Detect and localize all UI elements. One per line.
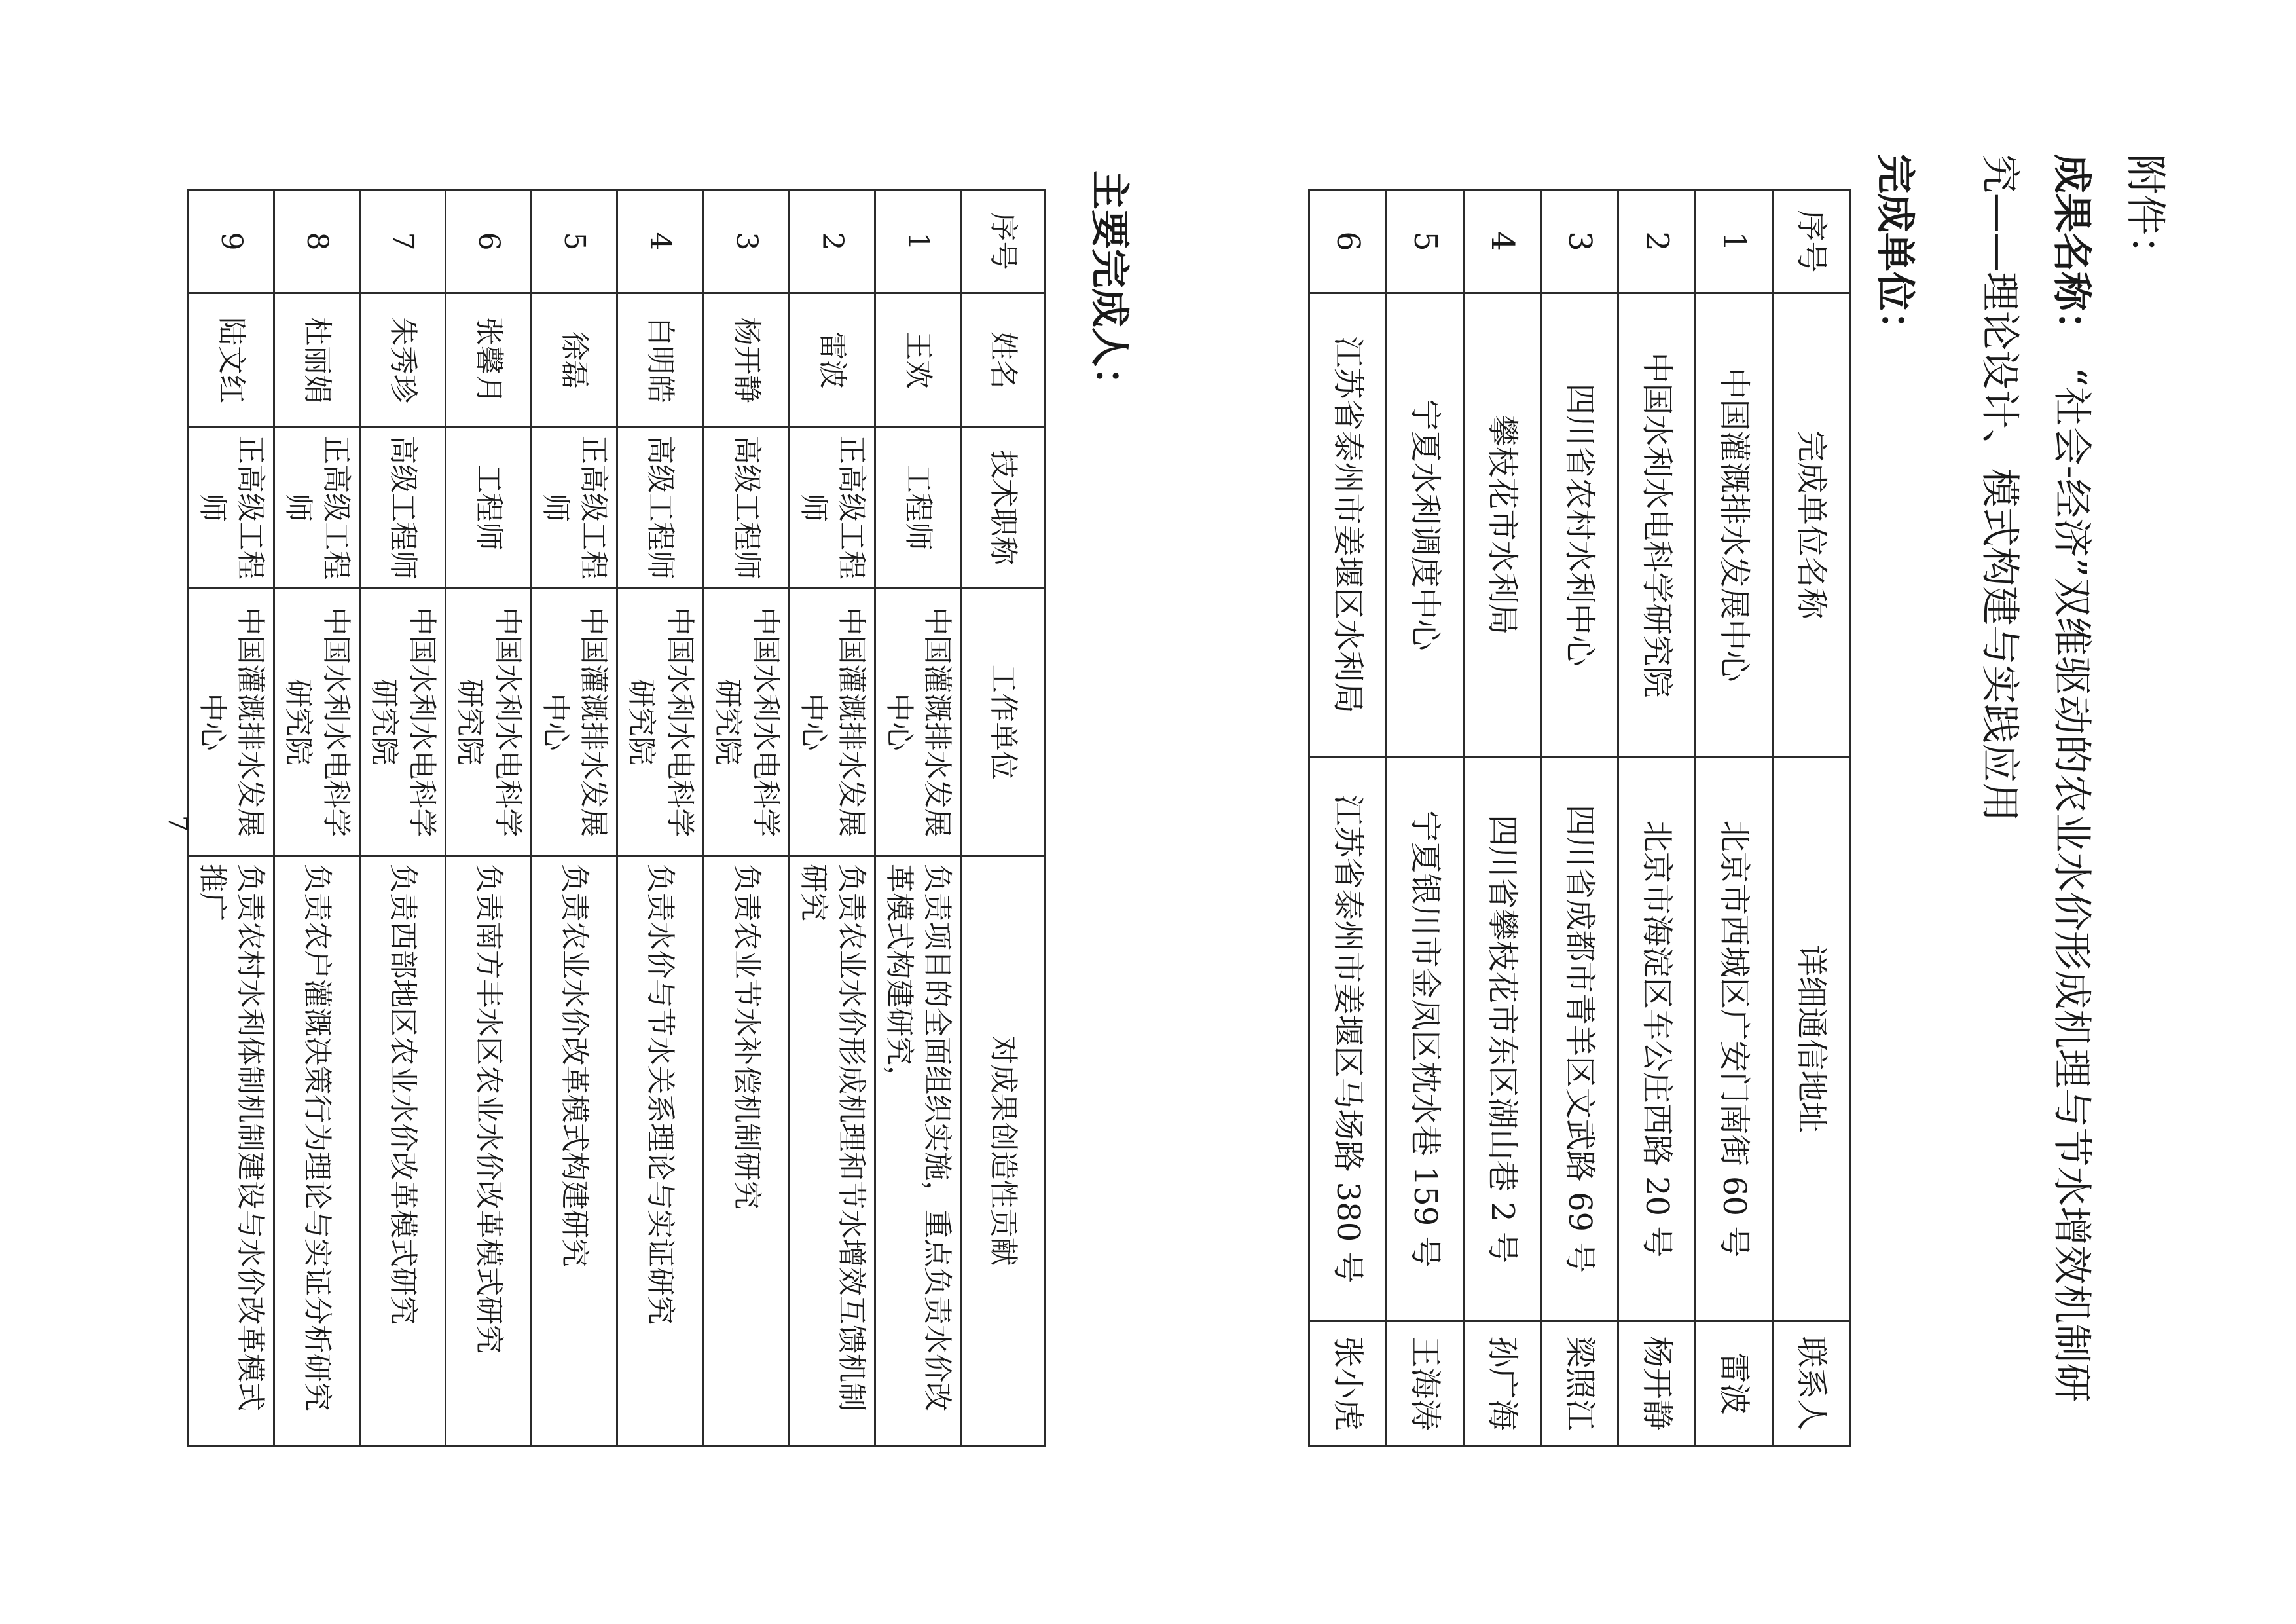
person-contribution: 负责农业节水补偿机制研究: [703, 857, 789, 1446]
table-row: [446, 190, 532, 1446]
person-name: 雷波: [789, 293, 875, 428]
unit-contact: 张小虎: [1309, 1321, 1387, 1446]
people-col-title: 技术职称: [961, 428, 1045, 588]
table-row: [274, 190, 359, 1446]
unit-contact: 杨开静: [1618, 1321, 1696, 1446]
unit-name: 攀枝花市水利局: [1464, 293, 1541, 757]
person-name: 张馨月: [446, 293, 532, 428]
table-row: [703, 190, 789, 1446]
person-no: 3: [703, 190, 789, 293]
unit-address: 四川省攀枝花市东区湖山巷 2 号: [1464, 757, 1541, 1321]
units-table: [1308, 189, 1851, 1447]
person-name: 徐磊: [532, 293, 617, 428]
person-name: 王欢: [875, 293, 960, 428]
page-number: 7: [162, 815, 192, 832]
unit-name: 宁夏水利调度中心: [1387, 293, 1464, 757]
unit-name: 四川省农村水利中心: [1541, 293, 1618, 757]
people-table-header: [961, 190, 1045, 1446]
person-no: 5: [532, 190, 617, 293]
person-no: 1: [875, 190, 960, 293]
table-row: [359, 190, 445, 1446]
unit-name: 中国水利水电科学研究院: [1618, 293, 1696, 757]
unit-address: 四川省成都市青羊区文武路 69 号: [1541, 757, 1618, 1321]
person-contribution: 负责农业水价改革模式构建研究: [532, 857, 617, 1446]
person-name: 白明皓: [617, 293, 703, 428]
people-col-contribution: 对成果创造性贡献: [961, 857, 1045, 1446]
person-no: 8: [274, 190, 359, 293]
person-unit: 中国水利水电科学研究院: [703, 588, 789, 857]
unit-no: 2: [1618, 190, 1696, 293]
table-row: [1541, 190, 1618, 1446]
person-title: 正高级工程师: [532, 428, 617, 588]
attachment-label: 附件：: [2122, 154, 2170, 276]
unit-no: 1: [1696, 190, 1773, 293]
person-title: 正高级工程师: [188, 428, 274, 588]
unit-address: 宁夏银川市金凤区枕水巷 159 号: [1387, 757, 1464, 1321]
person-unit: 中国灌溉排水发展中心: [875, 588, 960, 857]
units-table-header: [1773, 190, 1850, 1446]
unit-contact: 雷波: [1696, 1321, 1773, 1446]
achievement-name-label: 成果名称：: [2049, 154, 2094, 350]
person-contribution: 负责西部地区农业水价改革模式研究: [359, 857, 445, 1446]
person-no: 7: [359, 190, 445, 293]
person-contribution: 负责水价与节水关系理论与实证研究: [617, 857, 703, 1446]
person-no: 6: [446, 190, 532, 293]
unit-contact: 孙广海: [1464, 1321, 1541, 1446]
person-title: 正高级工程师: [274, 428, 359, 588]
table-row: [789, 190, 875, 1446]
person-title: 高级工程师: [359, 428, 445, 588]
person-name: 陆文红: [188, 293, 274, 428]
unit-address: 北京市海淀区车公庄西路 20 号: [1618, 757, 1696, 1321]
person-title: 工程师: [875, 428, 960, 588]
table-row: [875, 190, 960, 1446]
unit-contact: 王海涛: [1387, 1321, 1464, 1446]
units-col-name: 完成单位名称: [1773, 293, 1850, 757]
achievement-name-line1: “社会-经济”双维驱动的农业水价形成机理与节水增效机制研: [2049, 367, 2094, 1403]
unit-address: 江苏省泰州市姜堰区马场路 380 号: [1309, 757, 1387, 1321]
unit-address: 北京市西城区广安门南街 60 号: [1696, 757, 1773, 1321]
table-row: [1618, 190, 1696, 1446]
people-col-unit: 工作单位: [961, 588, 1045, 857]
person-unit: 中国水利水电科学研究院: [446, 588, 532, 857]
table-row: [1387, 190, 1464, 1446]
person-title: 高级工程师: [703, 428, 789, 588]
units-col-contact: 联系人: [1773, 1321, 1850, 1446]
people-col-name: 姓名: [961, 293, 1045, 428]
person-title: 正高级工程师: [789, 428, 875, 588]
person-unit: 中国灌溉排水发展中心: [532, 588, 617, 857]
person-contribution: 负责农户灌溉决策行为理论与实证分析研究: [274, 857, 359, 1446]
people-table: [187, 189, 1046, 1447]
person-contribution: 负责农业水价形成机理和节水增效互馈机制研究: [789, 857, 875, 1446]
people-col-no: 序号: [961, 190, 1045, 293]
person-no: 2: [789, 190, 875, 293]
person-title: 工程师: [446, 428, 532, 588]
unit-contact: 梁照江: [1541, 1321, 1618, 1446]
units-col-address: 详细通信地址: [1773, 757, 1850, 1321]
table-row: [1309, 190, 1387, 1446]
people-section-title: 主要完成人：: [1086, 170, 1132, 406]
person-name: 杨开静: [703, 293, 789, 428]
person-title: 高级工程师: [617, 428, 703, 588]
unit-no: 6: [1309, 190, 1387, 293]
person-contribution: 负责农村水利体制机制建设与水价改革模式推广: [188, 857, 274, 1446]
person-name: 杜丽娟: [274, 293, 359, 428]
unit-name: 江苏省泰州市姜堰区水利局: [1309, 293, 1387, 757]
table-row: [1696, 190, 1773, 1446]
person-no: 9: [188, 190, 274, 293]
person-unit: 中国灌溉排水发展中心: [188, 588, 274, 857]
person-contribution: 负责南方丰水区农业水价改革模式研究: [446, 857, 532, 1446]
person-unit: 中国水利水电科学研究院: [274, 588, 359, 857]
unit-no: 3: [1541, 190, 1618, 293]
unit-name: 中国灌溉排水发展中心: [1696, 293, 1773, 757]
table-row: [617, 190, 703, 1446]
units-section-title: 完成单位：: [1872, 154, 1918, 350]
unit-no: 4: [1464, 190, 1541, 293]
person-unit: 中国水利水电科学研究院: [617, 588, 703, 857]
units-col-no: 序号: [1773, 190, 1850, 293]
table-row: [188, 190, 274, 1446]
achievement-name-line2: 究——理论设计、模式构建与实践应用: [1977, 154, 2022, 822]
person-unit: 中国灌溉排水发展中心: [789, 588, 875, 857]
person-name: 朱秀珍: [359, 293, 445, 428]
table-row: [532, 190, 617, 1446]
person-unit: 中国水利水电科学研究院: [359, 588, 445, 857]
table-row: [1464, 190, 1541, 1446]
person-contribution: 负责项目的全面组织实施，重点负责水价改革模式构建研究，: [875, 857, 960, 1446]
unit-no: 5: [1387, 190, 1464, 293]
person-no: 4: [617, 190, 703, 293]
